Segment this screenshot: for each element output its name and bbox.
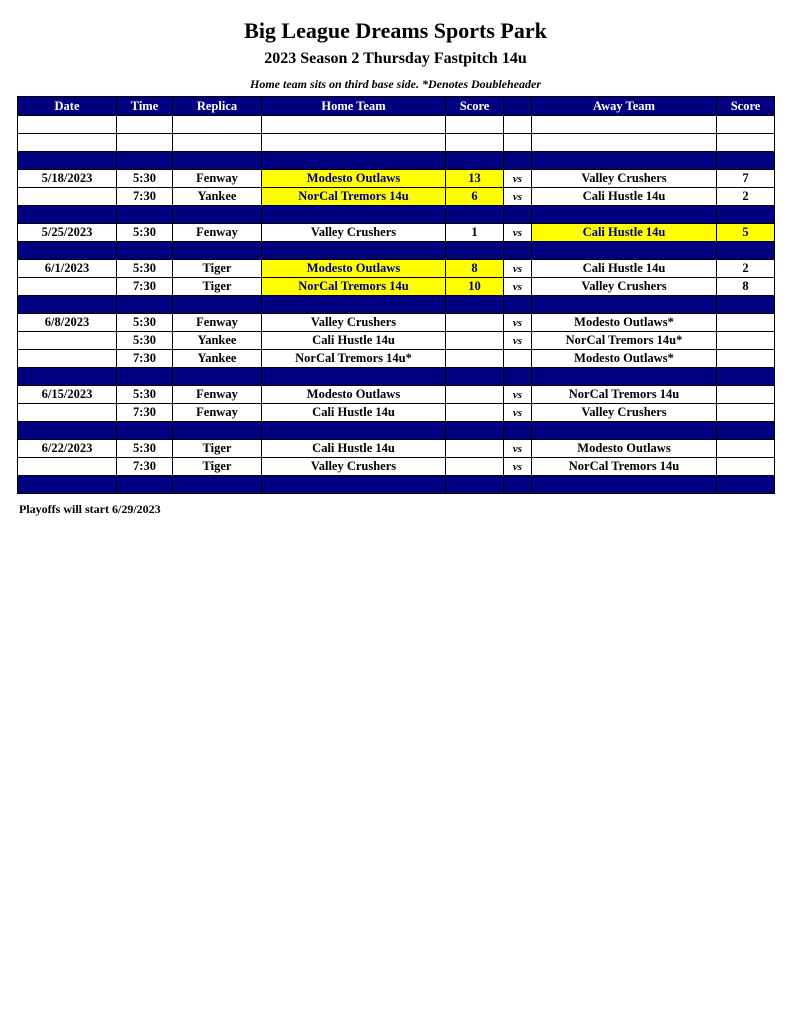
home-score-cell: 8 [446, 260, 504, 278]
home-score-cell: 1 [446, 224, 504, 242]
time-cell: 7:30 [117, 188, 173, 206]
time-cell: 5:30 [117, 260, 173, 278]
date-cell [18, 296, 117, 314]
game-row [18, 440, 775, 458]
away-score-cell [717, 458, 775, 476]
date-cell: 6/22/2023 [18, 440, 117, 458]
game-row [18, 224, 775, 242]
col-header-vs [504, 97, 532, 116]
replica-cell [173, 368, 262, 386]
separator-row [18, 422, 775, 440]
replica-cell: Tiger [173, 458, 262, 476]
game-row [18, 314, 775, 332]
vs-cell [504, 116, 532, 134]
home-team-cell: Modesto Outlaws [262, 170, 446, 188]
replica-cell [173, 476, 262, 494]
away-score-cell [717, 368, 775, 386]
time-cell: 5:30 [117, 386, 173, 404]
home-score-cell [446, 206, 504, 224]
away-score-cell [717, 296, 775, 314]
replica-cell [173, 242, 262, 260]
home-score-cell: 13 [446, 170, 504, 188]
home-team-cell [262, 152, 446, 170]
home-team-cell [262, 206, 446, 224]
vs-cell [504, 152, 532, 170]
replica-cell: Yankee [173, 350, 262, 368]
time-cell: 7:30 [117, 458, 173, 476]
away-team-cell: Cali Hustle 14u [532, 260, 717, 278]
vs-cell [504, 296, 532, 314]
away-score-cell [717, 440, 775, 458]
home-score-cell [446, 440, 504, 458]
home-score-cell [446, 332, 504, 350]
away-team-cell: NorCal Tremors 14u [532, 386, 717, 404]
date-cell: 5/25/2023 [18, 224, 117, 242]
away-score-cell [717, 116, 775, 134]
away-score-cell: 2 [717, 188, 775, 206]
replica-cell: Fenway [173, 170, 262, 188]
away-score-cell [717, 242, 775, 260]
date-cell: 5/18/2023 [18, 170, 117, 188]
home-score-cell [446, 152, 504, 170]
vs-cell: vs [504, 170, 532, 188]
date-cell [18, 278, 117, 296]
time-cell [117, 242, 173, 260]
home-team-cell [262, 368, 446, 386]
home-team-cell: Modesto Outlaws [262, 260, 446, 278]
away-team-cell: Cali Hustle 14u [532, 224, 717, 242]
away-team-cell [532, 368, 717, 386]
away-score-cell [717, 206, 775, 224]
time-cell: 5:30 [117, 224, 173, 242]
away-score-cell [717, 476, 775, 494]
vs-cell [504, 242, 532, 260]
away-team-cell: Cali Hustle 14u [532, 188, 717, 206]
home-team-cell: Cali Hustle 14u [262, 440, 446, 458]
replica-cell: Tiger [173, 440, 262, 458]
time-cell [117, 476, 173, 494]
vs-cell: vs [504, 458, 532, 476]
away-score-cell: 8 [717, 278, 775, 296]
replica-cell: Tiger [173, 260, 262, 278]
away-team-cell [532, 242, 717, 260]
vs-cell [504, 368, 532, 386]
replica-cell: Fenway [173, 386, 262, 404]
replica-cell: Yankee [173, 332, 262, 350]
replica-cell [173, 152, 262, 170]
home-team-cell [262, 116, 446, 134]
away-team-cell [532, 116, 717, 134]
time-cell [117, 116, 173, 134]
home-team-cell: Valley Crushers [262, 458, 446, 476]
date-cell [18, 134, 117, 152]
vs-cell: vs [504, 314, 532, 332]
home-team-cell [262, 242, 446, 260]
home-score-cell [446, 134, 504, 152]
away-team-cell [532, 476, 717, 494]
date-cell [18, 242, 117, 260]
game-row [18, 332, 775, 350]
vs-cell [504, 350, 532, 368]
game-row [18, 278, 775, 296]
vs-cell [504, 422, 532, 440]
separator-row [18, 368, 775, 386]
date-cell [18, 404, 117, 422]
replica-cell [173, 422, 262, 440]
time-cell: 5:30 [117, 332, 173, 350]
time-cell [117, 206, 173, 224]
game-row [18, 350, 775, 368]
date-cell [18, 116, 117, 134]
away-team-cell: Modesto Outlaws* [532, 314, 717, 332]
home-score-cell: 6 [446, 188, 504, 206]
game-row [18, 386, 775, 404]
home-team-cell [262, 134, 446, 152]
date-cell: 6/1/2023 [18, 260, 117, 278]
time-cell [117, 152, 173, 170]
date-cell [18, 458, 117, 476]
replica-cell: Fenway [173, 224, 262, 242]
date-cell [18, 350, 117, 368]
schedule-note: Home team sits on third base side. *Denotes Doubleheader [250, 77, 541, 91]
time-cell [117, 134, 173, 152]
date-cell [18, 422, 117, 440]
date-cell [18, 368, 117, 386]
home-team-cell [262, 422, 446, 440]
home-team-cell: Cali Hustle 14u [262, 404, 446, 422]
replica-cell [173, 134, 262, 152]
away-score-cell: 5 [717, 224, 775, 242]
home-team-cell: Cali Hustle 14u [262, 332, 446, 350]
home-score-cell: 10 [446, 278, 504, 296]
away-team-cell [532, 134, 717, 152]
away-team-cell: NorCal Tremors 14u* [532, 332, 717, 350]
table-header-row [18, 97, 775, 116]
away-team-cell: Modesto Outlaws [532, 440, 717, 458]
separator-row [18, 206, 775, 224]
time-cell [117, 296, 173, 314]
away-team-cell: Modesto Outlaws* [532, 350, 717, 368]
vs-cell [504, 206, 532, 224]
date-cell: 6/8/2023 [18, 314, 117, 332]
away-score-cell: 7 [717, 170, 775, 188]
home-team-cell: Modesto Outlaws [262, 386, 446, 404]
home-score-cell [446, 350, 504, 368]
schedule-table [17, 96, 775, 494]
date-cell [18, 152, 117, 170]
vs-cell: vs [504, 332, 532, 350]
game-row [18, 458, 775, 476]
time-cell: 5:30 [117, 440, 173, 458]
away-score-cell: 2 [717, 260, 775, 278]
home-score-cell [446, 422, 504, 440]
schedule-body [18, 116, 775, 494]
col-header-date: Date [18, 97, 117, 116]
blank-row [18, 134, 775, 152]
col-header-away-score: Score [717, 97, 775, 116]
replica-cell: Tiger [173, 278, 262, 296]
col-header-replica: Replica [173, 97, 262, 116]
time-cell: 5:30 [117, 170, 173, 188]
away-team-cell: Valley Crushers [532, 278, 717, 296]
col-header-time: Time [117, 97, 173, 116]
col-header-home-team: Home Team [262, 97, 446, 116]
time-cell: 7:30 [117, 350, 173, 368]
vs-cell: vs [504, 278, 532, 296]
vs-cell: vs [504, 188, 532, 206]
home-score-cell [446, 116, 504, 134]
home-team-cell: Valley Crushers [262, 314, 446, 332]
date-cell: 6/15/2023 [18, 386, 117, 404]
away-score-cell [717, 152, 775, 170]
time-cell: 7:30 [117, 404, 173, 422]
separator-row [18, 152, 775, 170]
time-cell: 7:30 [117, 278, 173, 296]
away-team-cell: NorCal Tremors 14u [532, 458, 717, 476]
home-team-cell: NorCal Tremors 14u* [262, 350, 446, 368]
replica-cell [173, 116, 262, 134]
home-score-cell [446, 368, 504, 386]
vs-cell: vs [504, 404, 532, 422]
replica-cell: Fenway [173, 314, 262, 332]
page-subtitle: 2023 Season 2 Thursday Fastpitch 14u [264, 50, 527, 67]
col-header-away-team: Away Team [532, 97, 717, 116]
page-title: Big League Dreams Sports Park [244, 18, 547, 43]
separator-row [18, 476, 775, 494]
away-score-cell [717, 332, 775, 350]
game-row [18, 188, 775, 206]
vs-cell: vs [504, 260, 532, 278]
time-cell [117, 368, 173, 386]
vs-cell: vs [504, 224, 532, 242]
game-row [18, 170, 775, 188]
time-cell [117, 422, 173, 440]
home-team-cell [262, 296, 446, 314]
away-team-cell: Valley Crushers [532, 404, 717, 422]
away-score-cell [717, 386, 775, 404]
blank-row [18, 116, 775, 134]
away-team-cell [532, 422, 717, 440]
home-score-cell [446, 386, 504, 404]
home-score-cell [446, 314, 504, 332]
away-team-cell [532, 206, 717, 224]
separator-row [18, 242, 775, 260]
vs-cell [504, 134, 532, 152]
away-score-cell [717, 350, 775, 368]
away-score-cell [717, 314, 775, 332]
replica-cell: Yankee [173, 188, 262, 206]
home-score-cell [446, 404, 504, 422]
vs-cell [504, 476, 532, 494]
replica-cell: Fenway [173, 404, 262, 422]
home-team-cell: NorCal Tremors 14u [262, 278, 446, 296]
home-score-cell [446, 458, 504, 476]
away-team-cell [532, 152, 717, 170]
home-score-cell [446, 242, 504, 260]
date-cell [18, 188, 117, 206]
vs-cell: vs [504, 386, 532, 404]
game-row [18, 260, 775, 278]
away-score-cell [717, 422, 775, 440]
playoffs-note: Playoffs will start 6/29/2023 [19, 502, 161, 516]
date-cell [18, 476, 117, 494]
separator-row [18, 296, 775, 314]
home-score-cell [446, 476, 504, 494]
home-team-cell: Valley Crushers [262, 224, 446, 242]
date-cell [18, 332, 117, 350]
away-score-cell [717, 404, 775, 422]
vs-cell: vs [504, 440, 532, 458]
game-row [18, 404, 775, 422]
away-team-cell [532, 296, 717, 314]
away-score-cell [717, 134, 775, 152]
home-score-cell [446, 296, 504, 314]
replica-cell [173, 206, 262, 224]
date-cell [18, 206, 117, 224]
time-cell: 5:30 [117, 314, 173, 332]
replica-cell [173, 296, 262, 314]
away-team-cell: Valley Crushers [532, 170, 717, 188]
home-team-cell: NorCal Tremors 14u [262, 188, 446, 206]
home-team-cell [262, 476, 446, 494]
col-header-home-score: Score [446, 97, 504, 116]
